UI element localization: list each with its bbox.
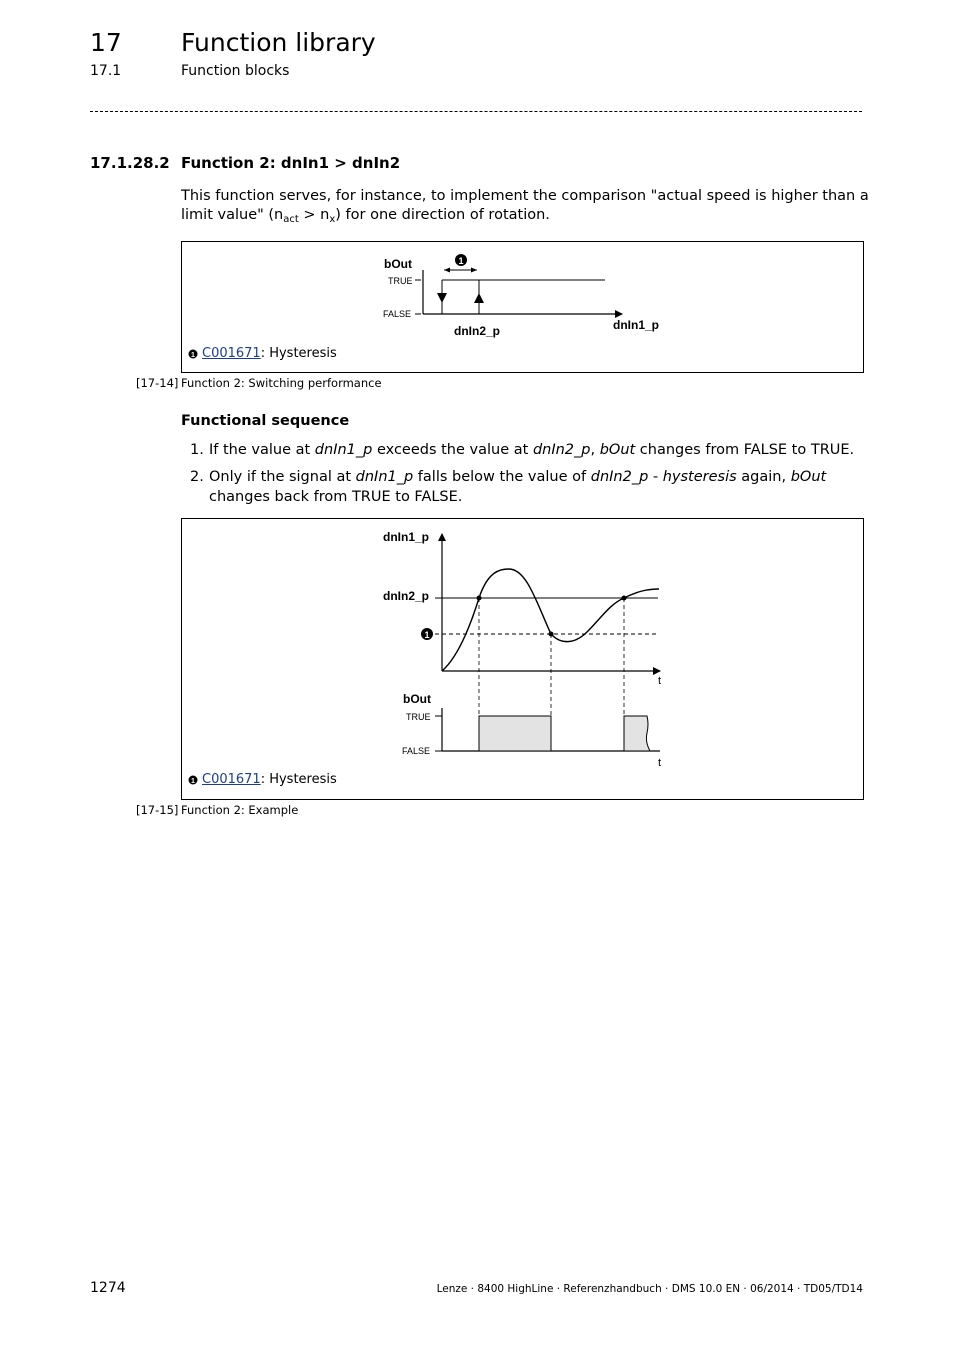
fig2-caption <box>136 803 298 817</box>
fig1-bout-label: bOut <box>384 257 412 271</box>
fig1-up-arrow <box>474 293 484 303</box>
fig1-span-arrow-right <box>471 268 477 273</box>
fig1-marker-number: 1 <box>458 256 464 266</box>
fig1-footnote-link[interactable]: C001671 <box>202 346 261 361</box>
intro-text: > n <box>298 207 330 223</box>
fig2-marker-number: 1 <box>424 630 430 640</box>
intro-subscript: act <box>283 214 299 225</box>
figure-switching-performance <box>181 241 864 373</box>
header-divider <box>90 111 862 112</box>
section-number-header: 17.1 <box>90 63 122 79</box>
fig2-false-label: FALSE <box>402 746 431 756</box>
step-emphasis: dnIn1_p <box>355 469 414 485</box>
chapter-number: 17 <box>90 28 122 57</box>
step-emphasis: dnIn1_p <box>314 442 373 458</box>
fig2-footnote-marker-number: 1 <box>191 778 195 785</box>
footer-info: Lenze · 8400 HighLine · Referenzhandbuch · DMS 10.0 EN · 06/2014 · TD05/TD14 <box>436 1283 863 1295</box>
step-text-part: If the value at <box>209 442 315 458</box>
step-text-part: , <box>590 442 600 458</box>
step-text-part: changes back from TRUE to FALSE. <box>209 489 463 505</box>
sequence-step-2 <box>190 467 870 507</box>
fig2-signal-curve <box>442 569 659 671</box>
step-text <box>209 467 870 507</box>
fig1-footnote-text: : Hysteresis <box>260 346 337 361</box>
step-text-part: changes from FALSE to TRUE. <box>635 442 855 458</box>
sequence-step-1 <box>190 440 870 460</box>
intro-subscript: x <box>329 214 336 225</box>
fig2-caption-text: Function 2: Example <box>181 803 299 817</box>
fig2-footnote-link[interactable]: C001671 <box>202 772 261 787</box>
timing-diagram <box>182 519 863 799</box>
step-number: 2. <box>190 469 204 485</box>
fig1-down-arrow <box>437 293 447 303</box>
section-title: Function 2: dnIn1 > dnIn2 <box>181 154 401 172</box>
fig2-pulse <box>479 716 551 751</box>
section-number: 17.1.28.2 <box>90 154 170 172</box>
fig1-false-label: FALSE <box>383 309 412 319</box>
step-emphasis: dnIn2_p <box>532 442 591 458</box>
fig2-pulse-ongoing <box>624 716 650 751</box>
step-text-part: falls below the value of <box>413 469 591 485</box>
fig2-footnote-text: : Hysteresis <box>260 772 337 787</box>
fig1-dnin1-label: dnIn1_p <box>613 318 660 332</box>
fig2-footnote <box>202 772 337 787</box>
fig2-caption-number: [17-15] <box>136 803 179 817</box>
chapter-title: Function library <box>181 28 376 57</box>
fig2-dnin2-label: dnIn2_p <box>383 589 430 603</box>
step-text-part: exceeds the value at <box>372 442 533 458</box>
fig1-caption <box>136 376 382 390</box>
fig1-footnote <box>202 346 337 361</box>
section-title-header: Function blocks <box>181 63 290 79</box>
fig2-dnin1-label: dnIn1_p <box>383 530 430 544</box>
step-text-part: again, <box>736 469 791 485</box>
fig2-t-label-lower: t <box>658 757 662 769</box>
fig1-caption-number: [17-14] <box>136 376 179 390</box>
fig1-span-arrow-left <box>444 268 450 273</box>
step-text <box>209 440 870 460</box>
step-emphasis: dnIn2_p - hysteresis <box>590 469 737 485</box>
figure-example <box>181 518 864 800</box>
step-emphasis: bOut <box>599 442 636 458</box>
intro-paragraph <box>181 187 871 225</box>
step-emphasis: bOut <box>790 469 827 485</box>
fig1-footnote-marker-number: 1 <box>191 352 195 359</box>
intro-text: ) for one direction of rotation. <box>335 207 550 223</box>
fig1-true-label: TRUE <box>388 276 413 286</box>
step-number: 1. <box>190 442 204 458</box>
fig1-dnin2-label: dnIn2_p <box>454 324 501 338</box>
fig1-caption-text: Function 2: Switching performance <box>181 376 382 390</box>
intro-text: This function serves, for instance, to implement the comparison "actual speed is higher than a limit value" (n <box>181 188 869 223</box>
page-number: 1274 <box>90 1280 126 1296</box>
fig2-true-label: TRUE <box>406 712 431 722</box>
fig2-bout-label: bOut <box>403 692 431 706</box>
step-text-part: Only if the signal at <box>209 469 356 485</box>
fig2-t-label-upper: t <box>658 675 662 687</box>
functional-sequence-heading: Functional sequence <box>181 413 350 429</box>
